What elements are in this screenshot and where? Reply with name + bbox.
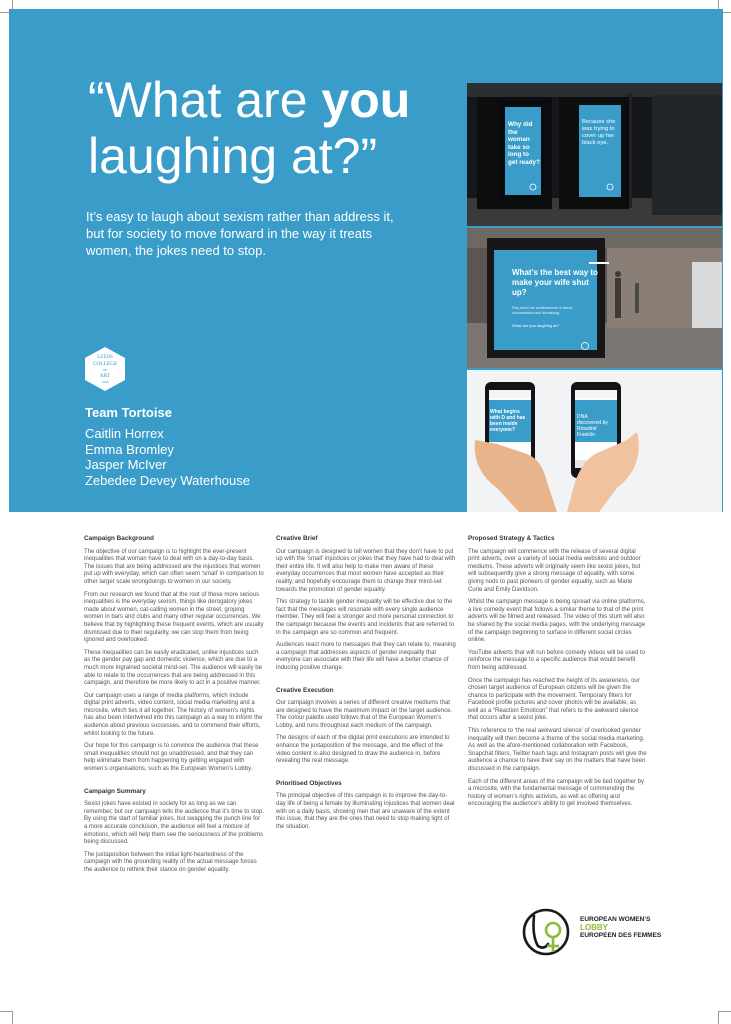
photo-station-billboards [467,83,722,226]
column-middle [276,535,456,841]
paragraph: The juxtaposition between the initial light-heartedness of the campaign with the grounding reality of the actual message forces the audience to rethink their stance on gender equality. [84,851,257,873]
svg-text:1846: 1846 [101,380,109,384]
team-member: Zebedee Devey Waterhouse [85,472,251,488]
paragraph: Our campaign uses a range of media platforms, which include digital print adverts, video content, social media marketing and a microsite, which ties it all together. The history of women’s rights has also been intertwined into this campaign as a way to inform the audience about previous successes, and to commend their efforts, whilst looking to the future. [84,692,263,737]
paragraph: Our campaign is designed to tell women that they don’t have to put up with the ‘small’ injustices or jokes that they have had to deal with their entire life. It will also help to make men aware of these everyday occurrences that most women have accepted as their reality, and hopefully encourage them to change their mind-set towards the promotion of gender equality. [276,548,456,593]
paragraph: The designs of each of the digital print executions are intended to enhance the juxtaposition of the message, and the effect of the video content is also designed to draw the audience in, before revealing the real message. [276,735,450,765]
section-title: Creative Execution [276,686,334,694]
section-title: Campaign Background [84,535,154,542]
section-creative-brief [276,535,456,673]
paragraph: Each of the different areas of the campaign will be tied together by a microsite, with the fundamental message of commending the history of women’s rights activists, as well as offering and encouraging the audience’s ability to get involved themselves. [468,778,644,808]
section-title: Campaign Summary [84,787,146,795]
svg-text:ART: ART [99,373,111,379]
phone-1-text: What begins with D and has been inside everyone? [490,409,526,433]
team-member: Jasper McIver [85,457,167,472]
team-members [85,426,250,488]
paragraph: Audiences react more to messages that they can relate to, meaning a campaign that addresses aspects of gender inequality that everyone can associate with their life will have a better chance of inducing positive change. [276,642,456,671]
paragraph: From our research we found that at the root of these more serious inequalities is the everyday sexism, things like derogatory jokes made about women, cat-calling women in the street, groping women in bars and clubs and many other regular occurrences. We believe that by highlighting these frequent events, which are usually dismissed due to their regularity, we can stop them from being ignored and overlooked. [84,591,264,644]
section-prioritised-objectives [276,780,456,832]
section-strategy-tactics [468,535,648,809]
team-title: Team Tortoise [85,405,172,420]
paragraph: The principal objective of this campaign is to improve the day-to-day life of being a female by illuminating injustices that women deal with on a daily basis, showing men that are unaware of the extent this issue, that they are the ones that need to stop making light of the situation. [276,793,455,830]
photo-phones [467,370,722,512]
billboard-3-title: What’s the best way to make your wife shut up? [512,268,598,297]
paragraph: Sexist jokes have existed in society for as long as we can remember, but our campaign tells the audience that it’s time to stop. By using the start of familiar jokes, but swapping the punch line for a more accurate conclusion, the audience will feel a mixture of emotions, which will help them see the seriousness of the problems being discussed. [84,801,264,846]
headline-emphasis: you [321,72,411,128]
svg-text:LEEDS: LEEDS [97,355,113,360]
team-member: Caitlin Horrex [85,426,164,441]
photo-large-billboard [467,228,722,368]
intro-text: It’s easy to laugh about sexism rather than address it, but for society to move forward in the way it treats women, the jokes need to stop. [86,209,394,258]
team-member: Emma Bromley [85,441,174,457]
section-campaign-background [84,535,264,774]
paragraph: Once the campaign has reached the height of its awareness, our chosen target audience of European citizens will be given the chance to participate with the movement. Temporary filters for Facebook profile pictures and cover photos will be available, as well as a “Reaction Emoticon” that refers to the awkward silence that occurs after a sexist joke. [468,677,640,722]
billboard-1-text: Why did the woman take so long to get ready? [508,121,540,166]
leeds-college-logo [82,346,128,392]
phone-2-text: DNA discovered by Rosalind Franklin. [577,414,608,438]
column-left [84,535,264,885]
headline: “What are you laughing at?” [88,72,411,184]
billboard-3-subtext: Play down her achievements in dinner conversations and dismissing... [512,306,573,315]
paragraph: Our hope for this campaign is to convince the audience that these small inequalities should not go unaddressed, and that they can help eliminate them from happening by getting engaged with women’s organisations, such as the European Women’s Lobby. [84,743,259,773]
section-title: Creative Brief [276,535,318,542]
paragraph: This strategy to tackle gender inequality will be effective due to the fact that the messages will resonate with every single audience member. They will feel a stronger and more personal connection to the campaign because the events and incidents that are referred to in the campaign are so common and frequent. [276,599,455,636]
paragraph: The objective of our campaign is to highlight the ever-present inequalities that woman have to deal with on a day-to-day basis. The issues that are being addressed are the injustices that women put up with everyday, which can often seem ‘small’ in comparison to other larger scale wrongdoings to women in our society. [84,548,264,585]
column-right [468,535,648,819]
section-title: Proposed Strategy & Tactics [468,535,555,542]
section-campaign-summary [84,788,264,875]
paragraph: The campaign will commence with the release of several digital print adverts, over a variety of social media websites and outdoor mediums. These adverts will originally seem like sexist jokes, but will subsequently give a strong message of equality, with some giving nods to past pioneers of gender equality, such as Marie Curie and Emily Davidson. [468,548,641,593]
crop-mark-bottom-left [0,1011,13,1024]
section-creative-execution [276,687,456,766]
billboard-3-tagline: What are you laughing at? [512,323,559,328]
paragraph: This reference to ‘the real awkward silence’ of overlooked gender inequality will then become a theme of the social media marketing. As well as the afore-mentioned collaboration with Facebook, Snapchat filters, Twitter hash tags and Instagram posts will give the audience a chance to have their say on the matters that have been discussed in the campaign. [468,728,647,773]
svg-text:COLLEGE: COLLEGE [92,361,118,367]
lobby-logo-text: EUROPEAN WOMEN’S LOBBY EUROPEEN DES FEMMES [580,916,662,939]
paragraph: Our campaign involves a series of different creative mediums that are designed to have the maximum impact on the target audience. The colour palette used follows that of the European Women’s Lobby, and runs throughout each medium of the campaign. [276,700,453,729]
section-title: Prioritised Objectives [276,779,342,787]
paragraph: These inequalities can be easily eradicated, unlike injustices such as the gender pay gap and domestic violence, which are due to a much more ingrained societal mind-set. The audience will easily be able to relate to the occurrences that are being addressed in this campaign, and therefore be more likely to act in a positive manner. [84,649,262,687]
svg-text:OF: OF [102,368,108,372]
crop-mark-bottom-right [718,1011,731,1024]
billboard-2-text: Because she was trying to cover up her black eye. [582,119,616,146]
paragraph: Whilst the campaign message is being spread via online platforms, a live comedy event that follows a similar theme to that of the print adverts will be filmed and released. The video of this stunt will also be shared by the social media pages, with the underlying message of the campaign beginning to surface in different social circles online. [468,599,646,644]
paragraph: YouTube adverts that will run before comedy videos will be used to reinforce the message to a specific audience that would benefit from being addressed. [468,649,645,671]
